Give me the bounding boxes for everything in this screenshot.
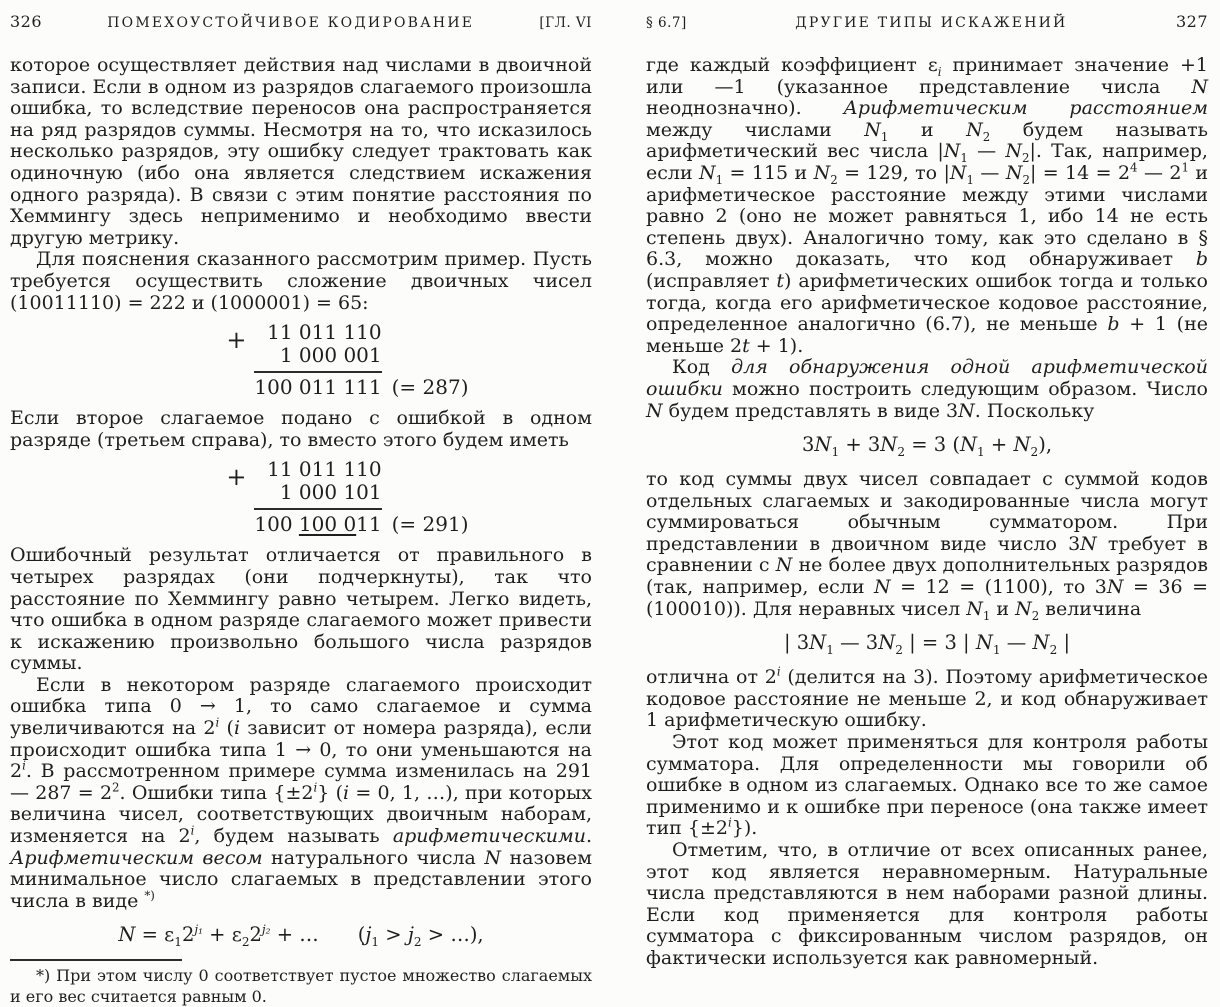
page-number-right: 327 (1175, 12, 1208, 31)
addend-1: 11 011 110 (267, 457, 382, 482)
running-title-left: ПОМЕХОУСТОЙЧИВОЕ КОДИРОВАНИЕ (107, 15, 475, 31)
sum-row (254, 371, 469, 400)
paragraph-adder-control: Этот код может применяться для контроля работы сумматора. Для определенности мы говорили об ошибке в одном из слагаемых. Однако все то же самое применимо и к ошибке при переносе (она также имеет тип $\{\pm 2^i\}$). (646, 731, 1208, 840)
paragraph-error-case: Если второе слагаемое подано с ошибкой в одном разряде (третьем справа), то вместо этого будем иметь (10, 407, 592, 451)
addition-example-correct (10, 321, 592, 399)
addend-2: 1 000 101 (279, 480, 382, 505)
page-327 (610, 0, 1220, 970)
addend-2: 1 000 001 (279, 343, 382, 368)
sum-binary: 100 100 011 (254, 512, 382, 537)
footnote-rule (10, 959, 182, 961)
addend-1: 11 011 110 (267, 320, 382, 345)
paragraph-binary-errors: которое осуществляет действия над числами в двоичной записи. Если в одном из разрядов слагаемого произошла ошибка, то вследствие переносов она распространяется на ряд разрядов суммы. Несмотря на то, что исказилось несколько разрядов, эту ошибку следует трактовать как одиночную (ибо она является следствием искажения одного разряда). В связи с этим понятие расстояния по Хеммингу здесь неприменимо и необходимо ввести другую метрику. (10, 54, 592, 249)
sum-row (254, 508, 469, 537)
paragraph-example-intro: Для пояснения сказанного рассмотрим пример. Пусть требуется осуществить сложение двоичных чисел (10011110) = 222 и (1000001) = 65: (10, 248, 592, 314)
paragraph-hamming-distance: Ошибочный результат отличается от правильного в четырех разрядах (они подчеркнуты), так что расстояние по Хеммингу равно четырем. Легко видеть, что ошибка в одном разряде слагаемого может привести к искажению произвольно большого числа разрядов суммы. (10, 544, 592, 675)
chapter-ref: [ГЛ. VI (539, 15, 592, 31)
plus-sign: + (226, 463, 247, 492)
paragraph-arithmetic-distance: где каждый коэффициент $\varepsilon_i$ принимает значение +1 или —1 (указанное представление числа N неоднозначно). Арифметическим расстоянием между числами $N_1$ и $N_2$ будем называть арифметический вес числа $|N_1$ — $N_2|$. Так, например, если $N_1 = 115$ и $N_2 = 129$, то $|N_1$ — $N_2| = 14 = 2^4$ — $2^1$ и арифметическое расстояние между этими числами равно 2 (оно не может равняться 1, ибо 14 не есть степень двух). Аналогично тому, как это сделано в § 6.3, можно доказать, что код обнаруживает b (исправляет t) арифметических ошибок тогда и только тогда, когда его арифметическое кодовое расстояние, определенное аналогично (6.7), не меньше b + 1 (не меньше 2t + 1). (646, 54, 1209, 357)
formula-sum-of-codes: $3N_1 + 3N_2 = 3$ $(N_1 + N_2)$, (801, 433, 1053, 459)
addition-inner (220, 320, 469, 400)
formula-arithmetic-weight: $N = \varepsilon_12^{j_1} + \varepsilon_22^{j_2}$ + … ($j_1 > j_2$ > …), (118, 922, 484, 950)
page-header-left (10, 12, 592, 31)
addition-inner (220, 457, 469, 537)
paragraph-code-construction: Код для обнаружения одной арифметической ошибки можно построить следующим образом. Число N будем представлять в виде 3N. Поскольку (646, 356, 1208, 422)
addition-example-erroneous (10, 458, 592, 536)
footnote: *) При этом числу 0 соответствует пустое множество слагаемых и его вес считается равным 0. (10, 966, 592, 1006)
paragraph-code-sum: то код суммы двух чисел совпадает с суммой кодов отдельных слагаемых и закодированные числа могут суммироваться обычным сумматором. При представлении в двоичном виде число 3N требует в сравнении с N не более двух дополнительных разрядов (так, например, если N = 12 = (1100), то 3N = 36 = (100010)). Для неравных чисел $N_1$ и $N_2$ величина (646, 468, 1209, 623)
page-header-right (646, 12, 1208, 31)
sum-decimal: (= 287) (391, 375, 469, 400)
paragraph-distance-two: отлична от 2$^i$ (делится на 3). Поэтому арифметическое кодовое расстояние не меньше 2, и код обнаруживает 1 арифметическую ошибку. (646, 664, 1208, 732)
sum-binary: 100 011 111 (254, 375, 382, 400)
running-title-right: ДРУГИЕ ТИПЫ ИСКАЖЕНИЙ (795, 15, 1068, 31)
page-326 (0, 0, 610, 1006)
paragraph-arithmetic-errors: Если в некотором разряде слагаемого происходит ошибка типа 0 → 1, то само слагаемое и сумма увеличиваются на 2$^i$ (i зависит от номера разряда), если происходит ошибка типа 1 → 0, то они уменьшаются на 2$^i$. В рассмотренном примере сумма изменилась на 291 — $287 = 2^2$. Ошибки типа $\{\pm 2^i\} (i = 0$, 1, …), при которых величина чисел, соответствующих двоичным наборам, изменяется на 2$^i$, будем называть арифметическими. Арифметическим весом натурального числа N назовем минимальное число слагаемых в представлении этого числа в виде *) (10, 673, 593, 912)
plus-sign: + (226, 326, 247, 355)
formula-difference: | $3N_1$ — $3N_2$ | = 3 | $N_1$ — $N_2$ | (783, 631, 1071, 658)
sum-decimal: (= 291) (391, 512, 469, 537)
section-ref: § 6.7] (646, 15, 687, 31)
paragraph-nonuniform-code: Отметим, что, в отличие от всех описанных ранее, этот код является неравномерным. Натуральные числа представляются в нем наборами разной длины. Если код применяется для контроля работы сумматора с фиксированным числом разрядов, он фактически используется как равномерный. (646, 839, 1208, 969)
page-number-left: 326 (10, 12, 43, 31)
